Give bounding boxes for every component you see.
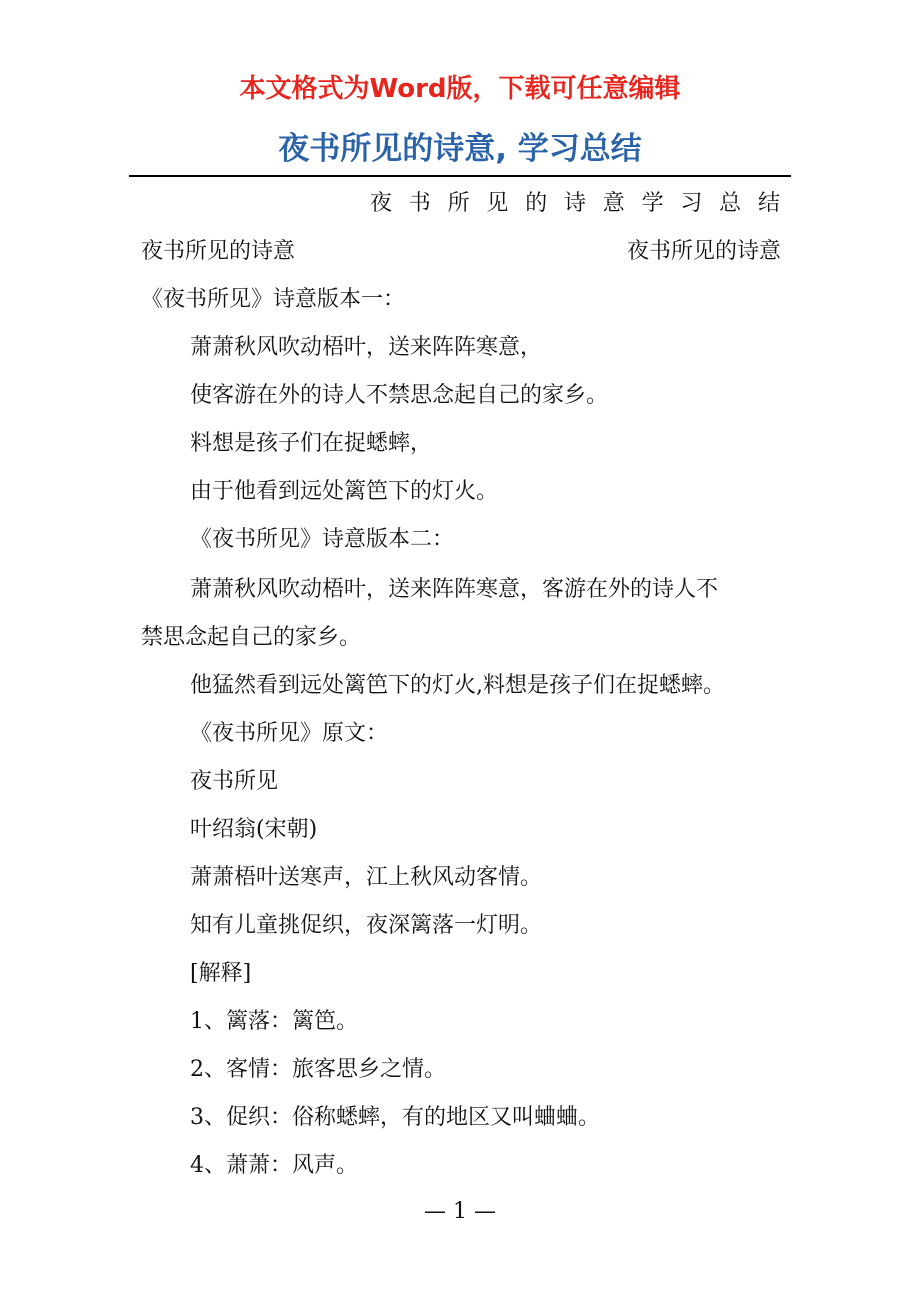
section-subtitle	[370, 188, 780, 220]
paragraph-line: 料想是孩子们在捉蟋蟀，	[190, 431, 433, 456]
poem-line: 萧萧梧叶送寒声，江上秋风动客情。	[190, 865, 543, 890]
paragraph-line: 他猛然看到远处篱笆下的灯火,料想是孩子们在捉蟋蟀。	[190, 673, 725, 698]
paragraph-line: 禁思念起自己的家乡。	[141, 625, 362, 650]
subtitle-char: 见	[486, 191, 509, 216]
document-title: 夜书所见的诗意, 学习总结	[278, 131, 642, 167]
note-item: 3、促织：俗称蟋蟀，有的地区又叫蛐蛐。	[190, 1105, 600, 1130]
subtitle-char: 结	[757, 191, 780, 216]
subtitle-char: 所	[447, 191, 470, 216]
subtitle-char: 习	[680, 191, 703, 216]
row-right-text: 夜书所见的诗意	[626, 239, 781, 264]
subtitle-char: 诗	[563, 191, 586, 216]
subtitle-char: 书	[408, 191, 431, 216]
paragraph-line: 萧萧秋风吹动梧叶，送来阵阵寒意，	[190, 335, 543, 360]
title-row	[141, 236, 781, 268]
poem-line: 知有儿童挑促织，夜深篱落一灯明。	[190, 913, 543, 938]
row-left-text: 夜书所见的诗意	[141, 239, 296, 264]
paragraph-line: 由于他看到远处篱笆下的灯火。	[190, 479, 499, 504]
paragraph-line: 使客游在外的诗人不禁思念起自己的家乡。	[190, 383, 609, 408]
version1-heading: 《夜书所见》诗意版本一：	[141, 287, 406, 312]
paragraph-line: 萧萧秋风吹动梧叶，送来阵阵寒意，客游在外的诗人不	[190, 577, 719, 602]
title-divider	[129, 175, 791, 177]
subtitle-char: 总	[719, 191, 742, 216]
subtitle-char: 夜	[370, 191, 393, 216]
note-item: 2、客情：旅客思乡之情。	[190, 1057, 446, 1082]
poem-title: 夜书所见	[190, 769, 279, 794]
subtitle-char: 意	[602, 191, 625, 216]
subtitle-char: 的	[525, 191, 548, 216]
format-banner: 本文格式为Word版，下载可任意编辑	[239, 74, 681, 104]
note-item: 1、篱落：篱笆。	[190, 1009, 358, 1034]
subtitle-char: 学	[641, 191, 664, 216]
notes-heading: [解释]	[190, 961, 252, 986]
version2-heading: 《夜书所见》诗意版本二：	[190, 527, 455, 552]
original-heading: 《夜书所见》原文：	[190, 721, 389, 746]
page-number: — 1 —	[424, 1199, 496, 1224]
note-item: 4、萧萧：风声。	[190, 1153, 358, 1178]
poem-author: 叶绍翁(宋朝)	[190, 817, 318, 842]
